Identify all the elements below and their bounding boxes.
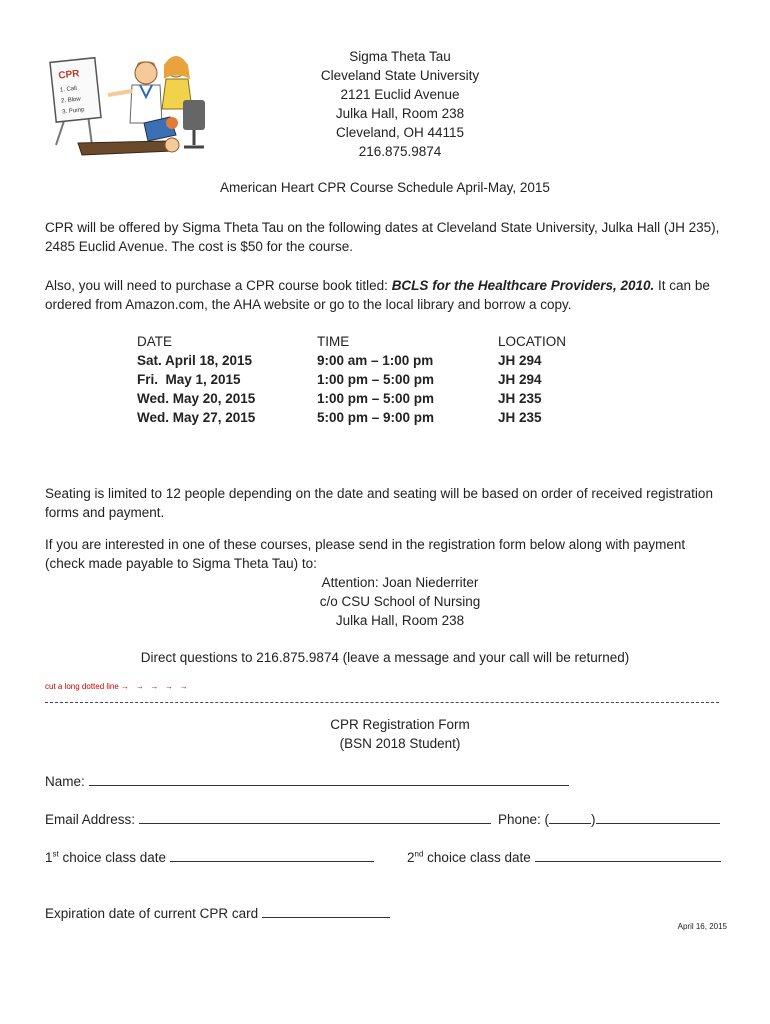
expiration-label: Expiration date of current CPR card <box>45 906 259 921</box>
sign-step: 2. Blow <box>60 96 82 105</box>
form-title: CPR Registration Form <box>330 717 470 732</box>
street-address: 2121 Euclid Avenue <box>340 87 460 102</box>
sign-step: 3. Pump <box>61 107 85 116</box>
schedule-time: 1:00 pm – 5:00 pm <box>317 391 435 406</box>
schedule-date-column <box>137 332 307 427</box>
phone-area-code-line[interactable] <box>549 810 591 824</box>
course-title: American Heart CPR Course Schedule April-May, 2015 <box>220 180 550 195</box>
form-date: April 16, 2015 <box>677 922 727 931</box>
chair <box>183 100 205 130</box>
interest-paragraph: If you are interested in one of these courses, please send in the registration form below along with payment (check made payable to Sigma Theta Tau) to: <box>45 537 686 571</box>
date-header: DATE <box>137 334 173 349</box>
email-label: Email Address: <box>45 812 136 827</box>
schedule-location: JH 235 <box>498 410 542 425</box>
email-input-line[interactable] <box>139 810 491 824</box>
time-header: TIME <box>317 334 350 349</box>
form-heading <box>230 715 570 753</box>
schedule-time: 1:00 pm – 5:00 pm <box>317 372 435 387</box>
building-address: Julka Hall, Room 238 <box>335 106 465 121</box>
header-address <box>230 47 570 161</box>
choice1-input-line[interactable] <box>170 848 374 862</box>
schedule-location-column <box>498 332 648 427</box>
org-name: Sigma Theta Tau <box>349 49 451 64</box>
choice1-suffix: st <box>52 849 59 859</box>
schedule-location: JH 235 <box>498 391 542 406</box>
patient <box>78 141 172 155</box>
schedule-time: 9:00 am – 1:00 pm <box>317 353 434 368</box>
city-address: Cleveland, OH 44115 <box>335 125 465 140</box>
header-phone: 216.875.9874 <box>358 144 442 159</box>
second-choice-field[interactable] <box>407 848 721 867</box>
mail-care-of: c/o CSU School of Nursing <box>319 594 481 609</box>
instructor-head <box>135 62 157 84</box>
phone-label: Phone: ( <box>498 812 550 827</box>
expiration-input-line[interactable] <box>262 904 390 918</box>
choice2-suffix: nd <box>414 849 424 859</box>
schedule-location: JH 294 <box>498 372 542 387</box>
first-choice-field[interactable] <box>45 848 374 867</box>
questions-line: Direct questions to 216.875.9874 (leave a message and your call will be returned) <box>140 650 630 665</box>
mailing-address <box>230 573 570 630</box>
cpr-illustration <box>48 45 218 163</box>
name-input-line[interactable] <box>89 772 569 786</box>
schedule-date: Wed. May 20, 2015 <box>137 391 256 406</box>
form-subtitle: (BSN 2018 Student) <box>339 736 461 751</box>
schedule-time-column <box>317 332 487 427</box>
choice1-number: 1 <box>45 850 53 865</box>
sign-step: 1. Call <box>59 85 78 94</box>
choice2-label: choice class date <box>423 850 531 865</box>
phone-label-close: ) <box>591 812 596 827</box>
email-field[interactable] <box>45 810 491 829</box>
choice2-input-line[interactable] <box>535 848 721 862</box>
phone-number-line[interactable] <box>596 810 720 824</box>
location-header: LOCATION <box>498 334 567 349</box>
book-prefix: Also, you will need to purchase a CPR course book titled: <box>45 278 392 293</box>
schedule-date: Wed. May 27, 2015 <box>137 410 256 425</box>
choice1-label: choice class date <box>58 850 167 865</box>
expiration-field[interactable] <box>45 904 390 923</box>
seating-paragraph: Seating is limited to 12 people depending on the date and seating will be based on order of received registration forms and payment. <box>45 486 713 520</box>
cut-dashed-line <box>45 702 719 703</box>
book-suffix: It can be ordered from Amazon.com, the AHA website or go to the local library and borrow a copy. <box>45 278 710 312</box>
intro-paragraph: CPR will be offered by Sigma Theta Tau on the following dates at Cleveland State University, Julka Hall (JH 235), 2485 Euclid Avenue. The cost is $50 for the course. <box>45 220 720 254</box>
schedule-date: Fri. May 1, 2015 <box>137 372 241 387</box>
schedule-location: JH 294 <box>498 353 542 368</box>
name-label: Name: <box>45 774 85 789</box>
mail-attention: Attention: Joan Niederriter <box>321 575 479 590</box>
university-name: Cleveland State University <box>320 68 480 83</box>
sign-title: CPR <box>57 68 81 82</box>
name-field[interactable] <box>45 772 569 791</box>
cut-note: cut a long dotted line → → → → → <box>45 682 188 691</box>
mail-room: Julka Hall, Room 238 <box>335 613 465 628</box>
book-paragraph <box>45 276 725 314</box>
phone-field[interactable] <box>498 810 720 829</box>
schedule-date: Sat. April 18, 2015 <box>137 353 253 368</box>
schedule-time: 5:00 pm – 9:00 pm <box>317 410 435 425</box>
book-title: BCLS for the Healthcare Providers, 2010. <box>391 278 655 293</box>
choice2-number: 2 <box>407 850 415 865</box>
